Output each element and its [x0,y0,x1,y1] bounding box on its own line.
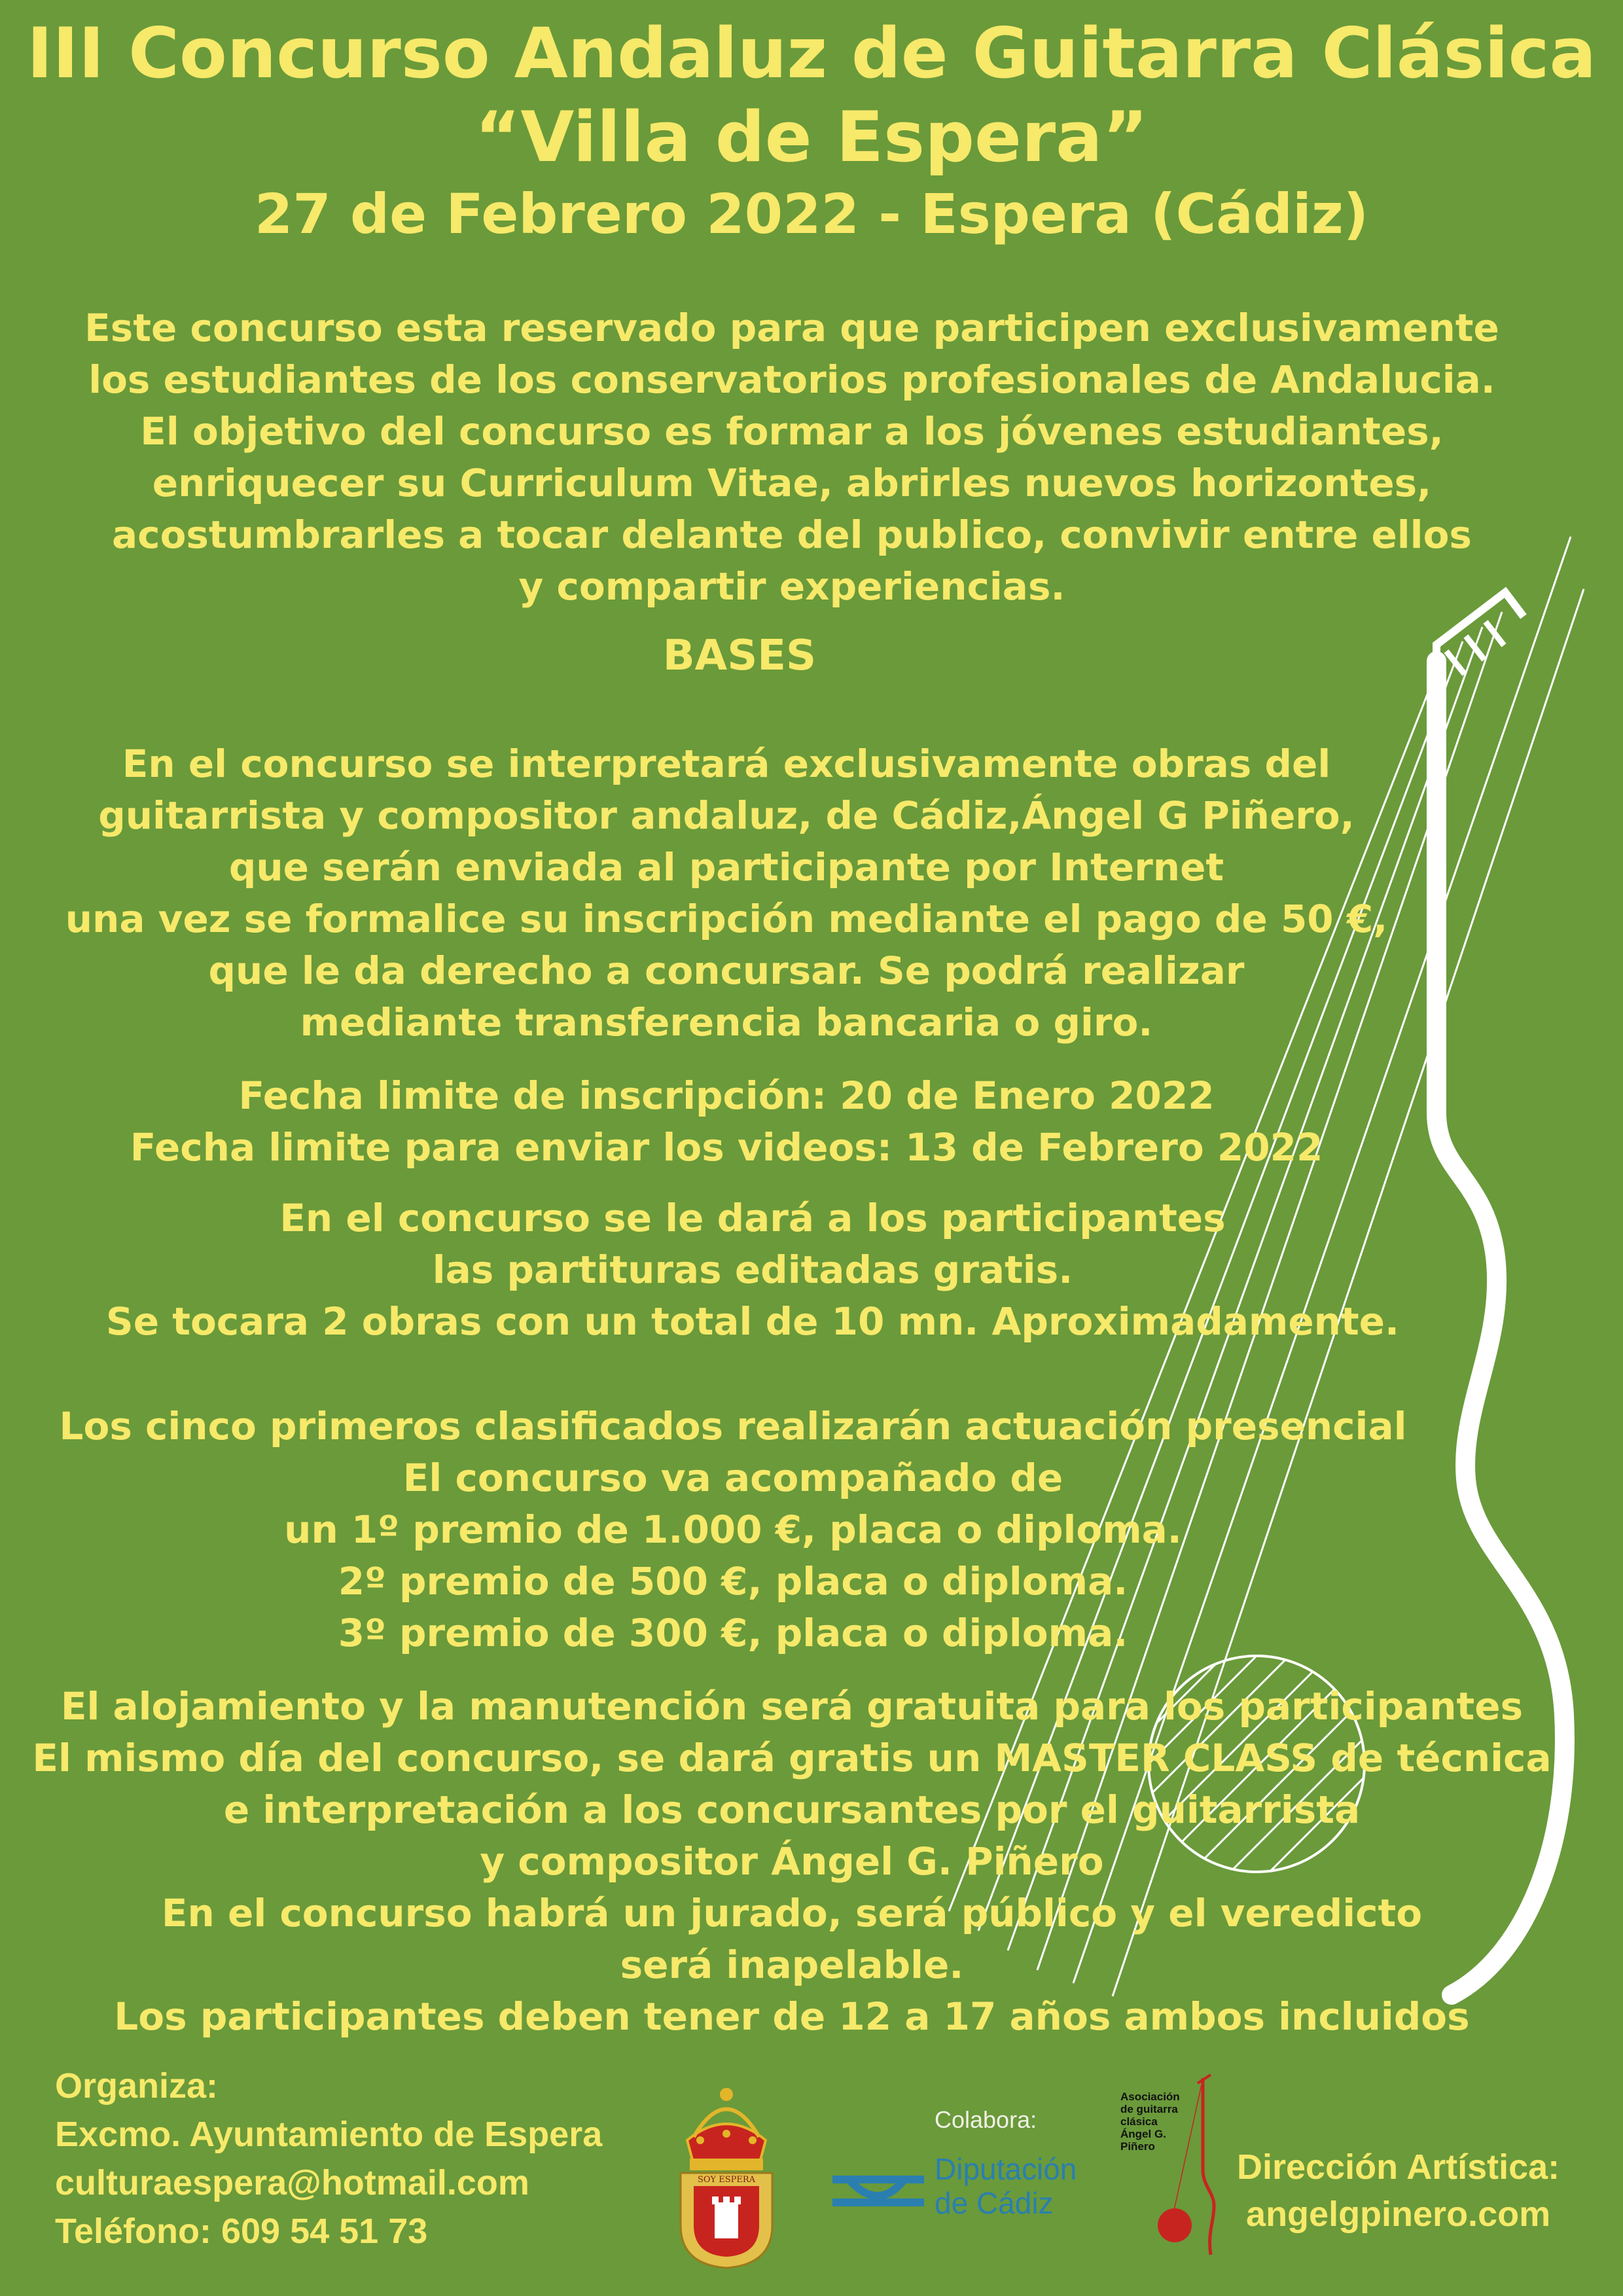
extras-line: y compositor Ángel G. Piñero [480,1839,1104,1884]
header [0,12,1623,249]
diputacion-logo-icon [826,2153,931,2219]
first-prize: un 1º premio de 1.000 €, placa o diploma. [284,1507,1182,1552]
artistic-direction [1237,2144,1560,2238]
bases-line: mediante transferencia bancaria o giro. [300,1000,1153,1045]
crest-motto: SOY ESPERA [697,2175,756,2185]
direccion-website[interactable]: angelgpinero.com [1246,2195,1551,2234]
event-date-place: 27 de Febrero 2022 - Espera (Cádiz) [254,182,1369,246]
extras-line: será inapelable. [620,1943,964,1987]
scores-line: Se tocara 2 obras con un total de 10 mn. Aproximadamente. [105,1299,1400,1344]
second-prize: 2º premio de 500 €, placa o diploma. [338,1559,1128,1604]
shield-icon [681,2173,772,2268]
bases-line: que serán enviada al participante por Internet [228,845,1224,889]
crown-icon [687,2088,766,2170]
extras-line: El mismo día del concurso, se dará gratis un MASTER CLASS de técnica [32,1736,1552,1780]
intro-line: y compartir experiencias. [518,564,1065,609]
direccion-label: Dirección Artística: [1237,2147,1560,2187]
scores-line: En el concurso se le dará a los participantes [279,1196,1226,1240]
deadlines [0,1070,1453,1174]
bases-paragraph [0,738,1453,1049]
intro-line: acostumbrarles a tocar delante del publico, convivir entre ellos [112,512,1472,557]
intro-paragraph [0,302,1584,613]
bases-heading: BASES [662,632,817,680]
asociacion-line: Asociación [1120,2090,1180,2103]
scores-paragraph [0,1193,1505,1348]
contact-email[interactable]: culturaespera@hotmail.com [55,2163,529,2202]
third-prize: 3º premio de 300 €, placa o diploma. [338,1611,1128,1655]
poster-title: III Concurso Andaluz de Guitarra Clásica [26,13,1597,94]
scores-line: las partituras editadas gratis. [432,1247,1073,1292]
diputacion-line: de Cádiz [935,2186,1054,2220]
espera-coat-of-arms-icon [674,2068,779,2271]
contact-phone: Teléfono: 609 54 51 73 [55,2212,428,2251]
intro-line: enriquecer su Curriculum Vitae, abrirles nuevos horizontes, [152,461,1432,505]
extras-line: e interpretación a los concursantes por el guitarrista [223,1787,1361,1832]
registration-deadline: Fecha limite de inscripción: 20 de Enero 2022 [238,1073,1215,1118]
intro-line: los estudiantes de los conservatorios profesionales de Andalucia. [88,357,1495,402]
asociacion-line: de guitarra [1120,2103,1178,2115]
organiza-name: Excmo. Ayuntamiento de Espera [55,2115,603,2154]
organizer-info [55,2062,602,2255]
intro-line: El objetivo del concurso es formar a los jóvenes estudiantes, [140,409,1444,454]
poster-subtitle: “Villa de Espera” [474,97,1149,177]
age-requirement: Los participantes deben tener de 12 a 17 años ambos incluidos [114,1994,1470,2039]
intro-line: Este concurso esta reservado para que participen exclusivamente [84,306,1499,350]
extras-paragraph [0,1681,1584,2043]
diputacion-line: Diputación [935,2152,1077,2186]
bases-line: guitarrista y compositor andaluz, de Cádiz,Ángel G Piñero, [98,793,1355,838]
colabora-label: Colabora: [935,2106,1037,2133]
prizes-paragraph [0,1401,1466,1659]
asociacion-line: Piñero [1120,2140,1155,2153]
asociacion-line: clásica [1120,2115,1158,2128]
prizes-line: El concurso va acompañado de [402,1456,1063,1500]
extras-line: En el concurso habrá un jurado, será público y el veredicto [161,1891,1423,1935]
prizes-line: Los cinco primeros clasificados realizarán actuación presencial [59,1404,1407,1448]
bases-line: que le da derecho a concursar. Se podrá realizar [208,948,1245,993]
bases-line: En el concurso se interpretará exclusivamente obras del [122,742,1331,786]
extras-line: El alojamiento y la manutención será gratuita para los participantes [60,1684,1524,1729]
video-deadline: Fecha limite para enviar los videos: 13 de Febrero 2022 [130,1125,1323,1170]
diputacion-wordmark [935,2152,1077,2220]
bases-line: una vez se formalice su inscripción mediante el pago de 50 €, [65,897,1388,941]
organiza-label: Organiza: [55,2066,219,2106]
asociacion-line: Ángel G. [1120,2128,1166,2140]
asociacion-guitar-icon [1145,2072,1224,2261]
